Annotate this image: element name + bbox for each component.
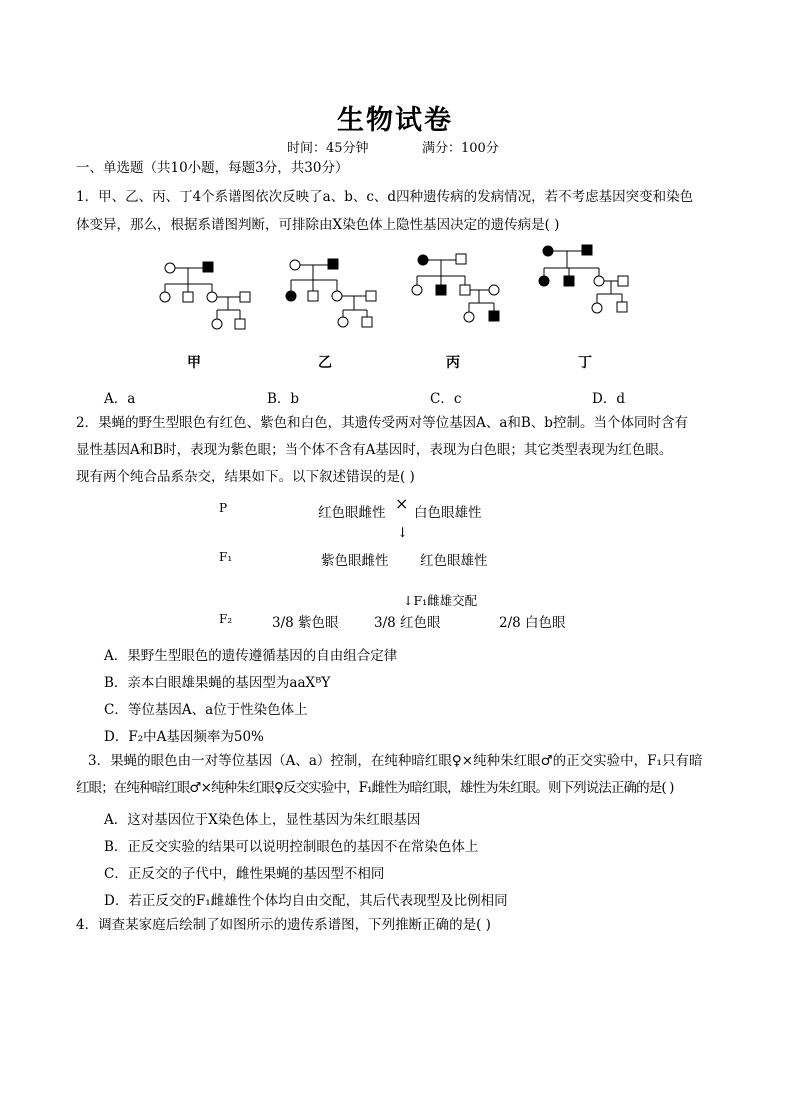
q3-option-c[interactable]: C．正反交的子代中，雌性果蝇的基因型不相同 xyxy=(104,866,385,882)
q2-line2: 显性基因A和B时，表现为紫色眼；当个体不含有A基因时，表现为白色眼；其它类型表现为红色眼。 xyxy=(76,442,673,458)
q1-line2: 体变异，那么，根据系谱图判断，可排除由X染色体上隐性基因决定的遗传病是( ) xyxy=(76,217,560,233)
cross-f1-female: 紫色眼雌性 xyxy=(321,553,389,569)
cross-f1-mating: ↓F₁雌雄交配 xyxy=(403,593,478,608)
pedigree-label-ding: 丁 xyxy=(578,355,592,371)
q2-option-a[interactable]: A．果野生型眼色的遗传遵循基因的自由组合定律 xyxy=(104,648,398,664)
q4-line1: 4．调查某家庭后绘制了如图所示的遗传系谱图，下列推断正确的是( ) xyxy=(76,917,491,933)
q3-option-d[interactable]: D．若正反交的F₁雌雄性个体均自由交配，其后代表现型及比例相同 xyxy=(104,893,508,909)
q1-line1: 1．甲、乙、丙、丁4个系谱图依次反映了a、b、c、d四种遗传病的发病情况，若不考虑基因突变和染色 xyxy=(76,189,694,205)
cross-p-male: 白色眼雄性 xyxy=(414,505,482,521)
q3-option-b[interactable]: B．正反交实验的结果可以说明控制眼色的基因不在常染色体上 xyxy=(104,839,479,855)
pedigree-label-yi: 乙 xyxy=(318,355,332,371)
pedigree-jia xyxy=(155,255,255,335)
q1-option-d[interactable]: D．d xyxy=(592,391,625,407)
q2-line3: 现有两个纯合品系杂交，结果如下。以下叙述错误的是( ) xyxy=(76,469,415,485)
cross-p-label: P xyxy=(219,501,228,515)
pedigree-bing xyxy=(408,249,508,329)
q2-option-d[interactable]: D．F₂中A基因频率为50% xyxy=(104,729,264,745)
q1-option-c[interactable]: C．c xyxy=(430,391,462,407)
cross-arrow: ↓ xyxy=(397,525,409,541)
cross-p-female: 红色眼雌性 xyxy=(318,505,386,521)
pedigree-ding xyxy=(535,241,635,321)
cross-f2-red: 3/8 红色眼 xyxy=(374,615,441,631)
exam-time: 时间：45分钟 xyxy=(287,141,369,156)
cross-f2-white: 2/8 白色眼 xyxy=(499,615,566,631)
cross-f1-male: 红色眼雄性 xyxy=(420,553,488,569)
cross-f2-label: F₂ xyxy=(219,612,233,626)
pedigree-label-jia: 甲 xyxy=(187,355,201,371)
cross-f2-purple: 3/8 紫色眼 xyxy=(272,615,339,631)
q2-option-c[interactable]: C．等位基因A、a位于性染色体上 xyxy=(104,702,308,718)
q2-line1: 2．果蝇的野生型眼色有红色、紫色和白色，其遗传受两对等位基因A、a和B、b控制。当个体同时含有 xyxy=(76,415,688,431)
q3-option-a[interactable]: A．这对基因位于X染色体上，显性基因为朱红眼基因 xyxy=(104,812,421,828)
pedigree-label-bing: 丙 xyxy=(446,355,460,371)
q2-option-b[interactable]: B．亲本白眼雄果蝇的基因型为aaXᴮY xyxy=(104,675,331,691)
pedigree-yi xyxy=(282,253,382,333)
q3-line2: 红眼；在纯种暗红眼♂×纯种朱红眼♀反交实验中，F₁雌性为暗红眼，雄性为朱红眼。则下列说法正确的是( ) xyxy=(76,780,674,796)
page-title: 生物试卷 xyxy=(337,105,453,136)
q1-option-a[interactable]: A．a xyxy=(104,391,136,407)
section-heading: 一、单选题（共10小题，每题3分，共30分） xyxy=(76,160,349,176)
cross-f1-label: F₁ xyxy=(219,550,233,564)
cross-symbol: × xyxy=(395,494,409,513)
q1-option-b[interactable]: B．b xyxy=(267,391,300,407)
q3-line1: 3．果蝇的眼色由一对等位基因（A、a）控制，在纯种暗红眼♀×纯种朱红眼♂的正交实验中，F₁只有暗 xyxy=(88,753,703,769)
exam-score: 满分：100分 xyxy=(422,141,499,156)
